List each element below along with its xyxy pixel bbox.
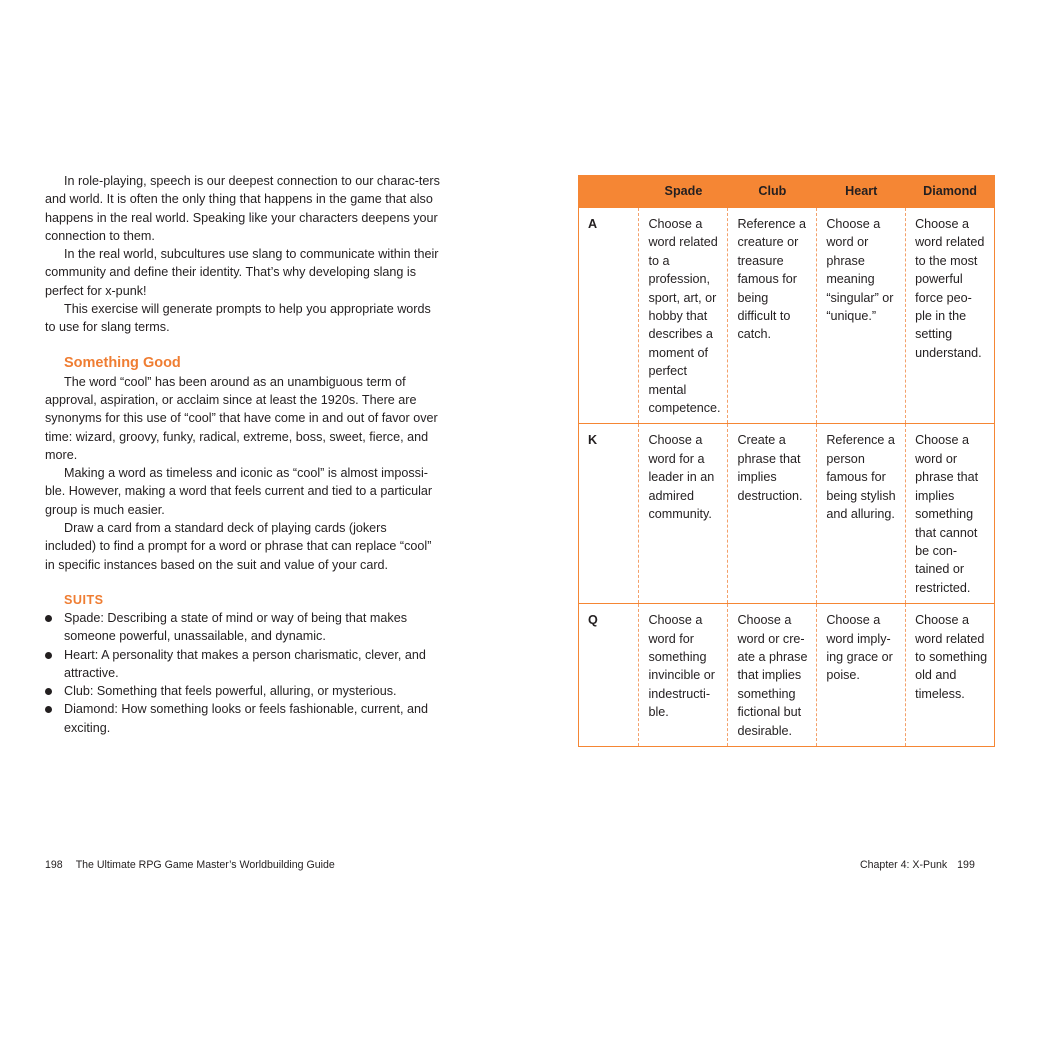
intro-paragraph-3: This exercise will generate prompts to help you appropriate words to use for slang terms. bbox=[45, 302, 431, 335]
suit-item-heart bbox=[45, 646, 440, 683]
bullet-icon bbox=[45, 688, 52, 695]
footer-right bbox=[860, 858, 975, 872]
table-row bbox=[579, 208, 995, 424]
suit-description: How something looks or feels fashionable, current, and exciting. bbox=[64, 702, 429, 735]
section-heading: Something Good bbox=[64, 354, 181, 371]
rank-cell: K bbox=[579, 424, 639, 604]
table-cell: Reference a person famous for being stylish and alluring. bbox=[817, 424, 906, 604]
slang-prompt-table bbox=[578, 175, 995, 747]
suit-name: Club: bbox=[64, 684, 94, 699]
suits-list bbox=[45, 609, 440, 737]
intro-paragraph-1: In role-playing, speech is our deepest connection to our charac-ters and world. It is often the only thing that happens in the game that also happens in the real world. Speaking like your characters deepens your connection to them. bbox=[45, 174, 440, 243]
table-cell: Choose a word or phrase that implies something that cannot be con-tained or restricted. bbox=[906, 424, 995, 604]
rank-cell: A bbox=[579, 208, 639, 424]
left-page-text bbox=[45, 172, 440, 737]
table-cell: Choose a word for a leader in an admired community. bbox=[639, 424, 728, 604]
table-row bbox=[579, 424, 995, 604]
section-paragraph-1: The word “cool” has been around as an unambiguous term of approval, aspiration, or acclaim since at least the 1920s. There are synonyms for this use of “cool” that have come in and out of favor over time: wizard, groovy, funky, radical, extreme, boss, sweet, fierce, and more. bbox=[45, 374, 438, 462]
bullet-icon bbox=[45, 652, 52, 659]
page-number-right: 199 bbox=[957, 859, 975, 871]
page-number-left: 198 bbox=[45, 859, 63, 871]
chapter-title: Chapter 4: X-Punk bbox=[860, 859, 948, 871]
suit-item-spade bbox=[45, 609, 440, 646]
table-cell: Choose a word for something invincible or indestructi-ble. bbox=[639, 604, 728, 747]
header-club: Club bbox=[728, 176, 817, 208]
suit-description: A personality that makes a person charismatic, clever, and attractive. bbox=[64, 647, 426, 680]
section-paragraph-2: Making a word as timeless and iconic as “cool” is almost impossi-ble. However, making a word that feels current and tied to a particular group is much easier. bbox=[45, 466, 433, 517]
suits-heading: SUITS bbox=[64, 592, 104, 607]
table-header-row bbox=[579, 176, 995, 208]
table-row bbox=[579, 604, 995, 747]
section-paragraph-3: Draw a card from a standard deck of playing cards (jokers included) to find a prompt for a word or phrase that can replace “cool” in specific instances based on the suit and value of your card. bbox=[45, 521, 432, 572]
footer-left bbox=[45, 858, 335, 872]
table-cell: Reference a creature or treasure famous for being difficult to catch. bbox=[728, 208, 817, 424]
table-cell: Choose a word related to something old and timeless. bbox=[906, 604, 995, 747]
table-cell: Choose a word or cre-ate a phrase that implies something fictional but desirable. bbox=[728, 604, 817, 747]
suit-description: Something that feels powerful, alluring, or mysterious. bbox=[96, 684, 397, 699]
suit-description: Describing a state of mind or way of being that makes someone powerful, unassailable, and dynamic. bbox=[64, 610, 408, 644]
header-rank bbox=[579, 176, 639, 208]
table-cell: Choose a word related to the most powerful force peo-ple in the setting understand. bbox=[906, 208, 995, 424]
intro-paragraph-2: In the real world, subcultures use slang to communicate within their community and define their identity. That’s why developing slang is perfect for x-punk! bbox=[45, 247, 439, 298]
bullet-icon bbox=[45, 615, 52, 622]
header-diamond: Diamond bbox=[906, 176, 995, 208]
table-cell: Choose a word or phrase meaning “singular” or “unique.” bbox=[817, 208, 906, 424]
header-spade: Spade bbox=[639, 176, 728, 208]
table-cell: Create a phrase that implies destruction. bbox=[728, 424, 817, 604]
suit-item-diamond bbox=[45, 700, 440, 737]
suit-name: Spade: bbox=[64, 610, 104, 625]
suit-item-club bbox=[45, 682, 440, 700]
book-title: The Ultimate RPG Game Master’s Worldbuilding Guide bbox=[75, 859, 335, 871]
table-cell: Choose a word imply-ing grace or poise. bbox=[817, 604, 906, 747]
table-cell: Choose a word related to a profession, sport, art, or hobby that describes a moment of perfect mental competence. bbox=[639, 208, 728, 424]
header-heart: Heart bbox=[817, 176, 906, 208]
rank-cell: Q bbox=[579, 604, 639, 747]
bullet-icon bbox=[45, 706, 52, 713]
suit-name: Heart: bbox=[64, 647, 99, 662]
suit-name: Diamond: bbox=[64, 702, 118, 717]
